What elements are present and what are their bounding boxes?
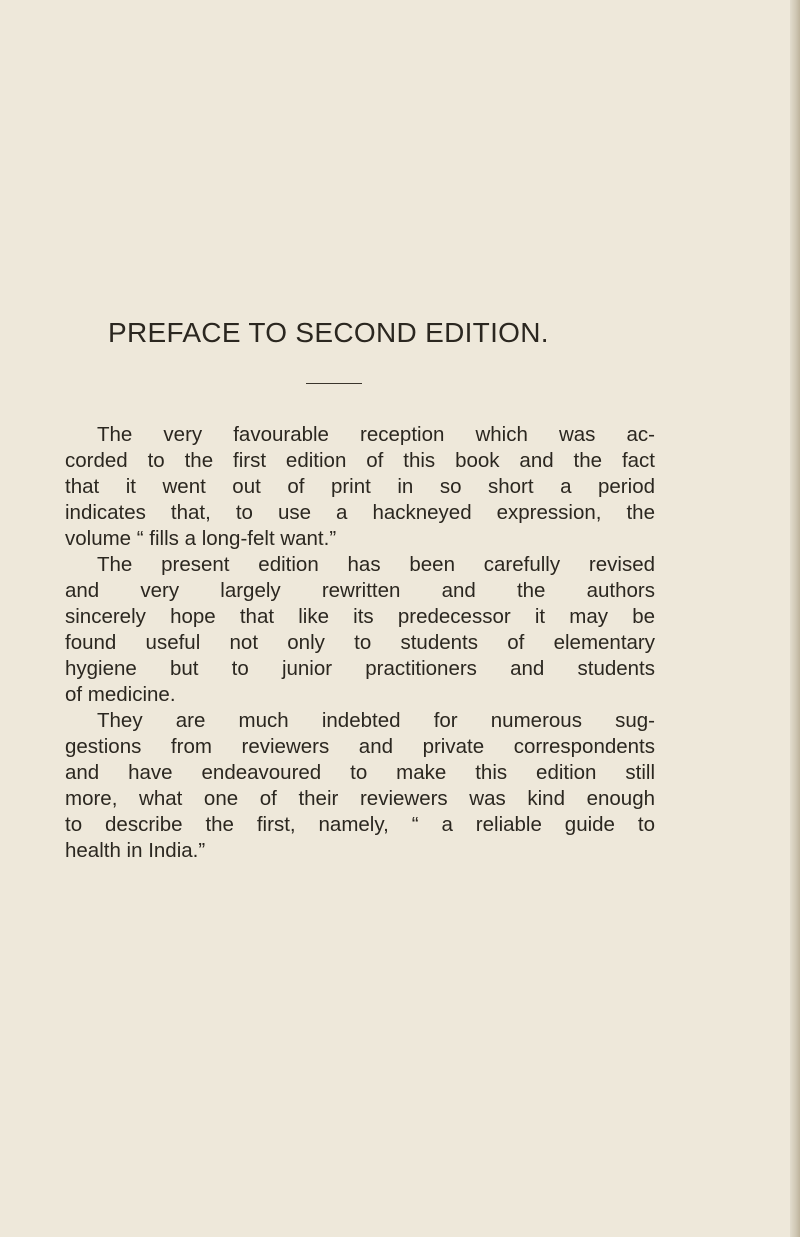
text-line: gestions from reviewers and private correspondents (65, 735, 655, 758)
text-line: more, what one of their reviewers was kind enough (65, 787, 655, 810)
text-line: to describe the first, namely, “ a reliable guide to (65, 813, 655, 836)
title-divider (306, 383, 362, 384)
text-line: and have endeavoured to make this edition still (65, 761, 655, 784)
text-line: health in India.” (65, 839, 206, 862)
text-line: The present edition has been carefully revised (97, 553, 655, 576)
text-line: corded to the first edition of this book and the fact (65, 449, 655, 472)
text-line: of medicine. (65, 683, 176, 706)
text-line: sincerely hope that like its predecessor it may be (65, 605, 655, 628)
text-line: volume “ fills a long-felt want.” (65, 527, 337, 550)
text-line: found useful not only to students of elementary (65, 631, 655, 654)
text-line: that it went out of print in so short a period (65, 475, 655, 498)
text-line: and very largely rewritten and the authors (65, 579, 655, 602)
text-line: The very favourable reception which was ac- (97, 423, 655, 446)
text-line: hygiene but to junior practitioners and students (65, 657, 655, 680)
page-edge-shadow (790, 0, 800, 1237)
text-line: They are much indebted for numerous sug- (97, 709, 655, 732)
preface-body (65, 422, 655, 864)
page-title: PREFACE TO SECOND EDITION. (108, 317, 549, 348)
text-line: indicates that, to use a hackneyed expression, the (65, 501, 655, 524)
